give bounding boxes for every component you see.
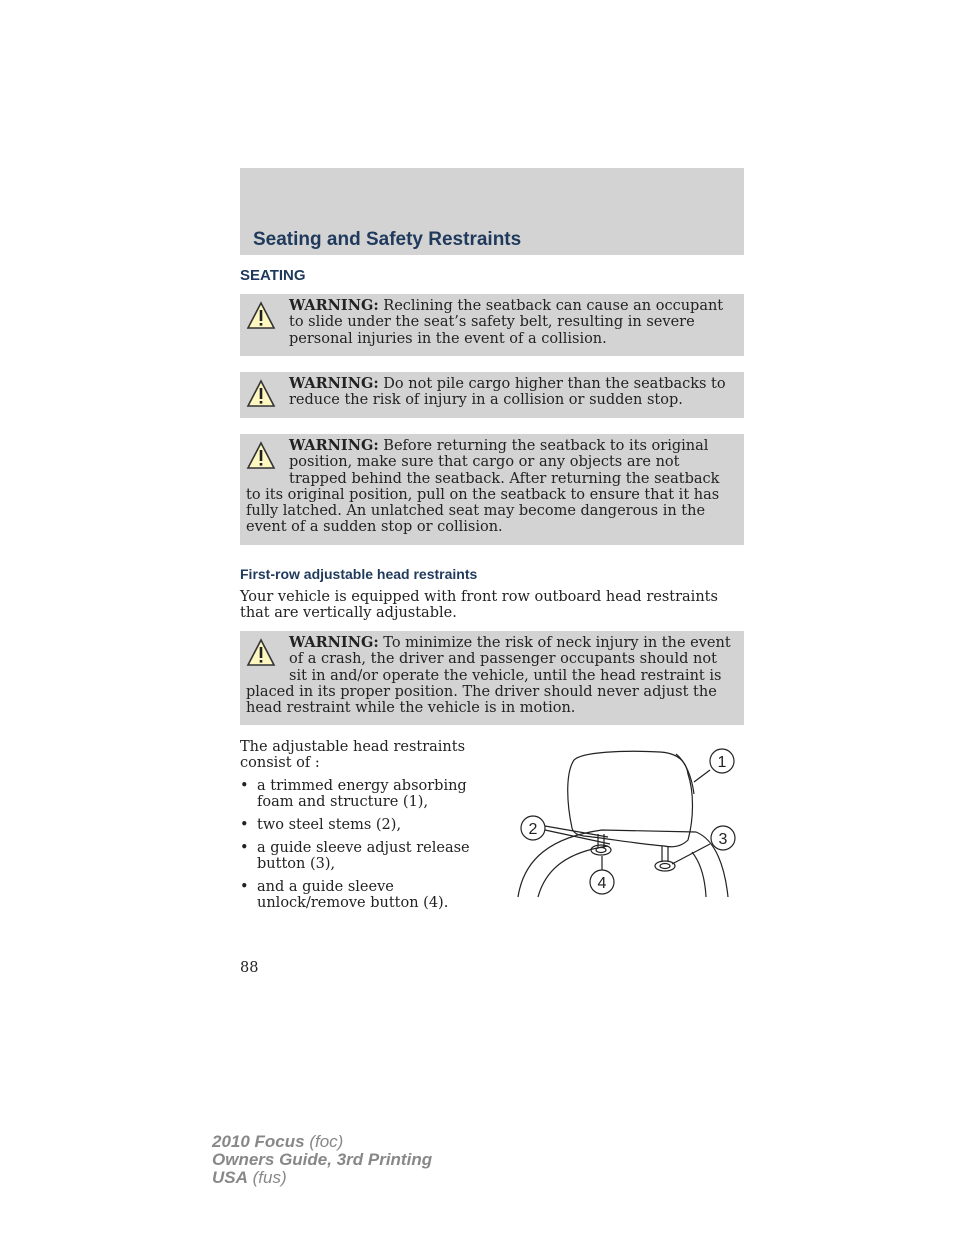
footer-market: USA bbox=[212, 1168, 248, 1187]
warning-label: WARNING: bbox=[289, 375, 379, 392]
head-restraint-illustration bbox=[510, 740, 750, 902]
footer-guide: Owners Guide, 3rd Printing bbox=[212, 1150, 433, 1169]
callout-label: 1 bbox=[717, 754, 727, 771]
warning-triangle-icon bbox=[246, 441, 276, 471]
footer-model: 2010 Focus bbox=[212, 1132, 305, 1151]
page-number: 88 bbox=[240, 960, 259, 976]
warning-label: WARNING: bbox=[289, 297, 379, 314]
footer-imprint bbox=[212, 1133, 432, 1187]
list-item: • a trimmed energy absorbing foam and structure (1), bbox=[240, 778, 500, 811]
warning-text: Do not pile cargo higher than the seatbacks to reduce the risk of injury in a collision or sudden stop. bbox=[289, 376, 726, 409]
callout-label: 4 bbox=[597, 875, 607, 892]
warning-label: WARNING: bbox=[289, 437, 379, 454]
list-item: • and a guide sleeve unlock/remove button (4). bbox=[240, 879, 500, 912]
callout-label: 3 bbox=[718, 831, 728, 848]
list-item: • two steel stems (2), bbox=[240, 817, 500, 833]
callout-label: 2 bbox=[528, 821, 538, 838]
warning-label: WARNING: bbox=[289, 634, 379, 651]
warning-triangle-icon bbox=[246, 638, 276, 668]
warning-text: Reclining the seatback can cause an occupant to slide under the seat’s safety belt, resulting in severe personal injuries in the event of a collision. bbox=[289, 298, 724, 347]
consist-paragraph: The adjustable head restraints consist of : bbox=[240, 739, 466, 772]
warning-text: Before returning the seatback to its original position, make sure that cargo or any objects are not trapped behind the seatback. After returning the seatback to its original position, pull on the seatback to ensure that it has fully latched. An unlatched seat may become dangerous in the event of a sudden stop or collision. bbox=[246, 438, 720, 536]
warning-box bbox=[240, 294, 744, 356]
warning-box bbox=[240, 372, 744, 418]
warning-box bbox=[240, 631, 744, 725]
footer-market-code: (fus) bbox=[252, 1168, 287, 1187]
footer-model-code: (foc) bbox=[309, 1132, 344, 1151]
component-list bbox=[240, 778, 500, 918]
intro-paragraph: Your vehicle is equipped with front row outboard head restraints that are vertically adjustable. bbox=[240, 589, 718, 622]
warning-triangle-icon bbox=[246, 379, 276, 409]
warning-text: To minimize the risk of neck injury in the event of a crash, the driver and passenger occupants should not sit in and/or operate the vehicle, until the head restraint is placed in its proper position. The driver should never adjust the head restraint while the vehicle is in motion. bbox=[246, 635, 731, 717]
warning-triangle-icon bbox=[246, 301, 276, 331]
chapter-header-band bbox=[240, 168, 744, 255]
chapter-title: Seating and Safety Restraints bbox=[253, 229, 522, 250]
section-heading: SEATING bbox=[240, 267, 306, 284]
list-item: • a guide sleeve adjust release button (3), bbox=[240, 840, 500, 873]
warning-box bbox=[240, 434, 744, 545]
subsection-heading: First-row adjustable head restraints bbox=[240, 566, 478, 582]
